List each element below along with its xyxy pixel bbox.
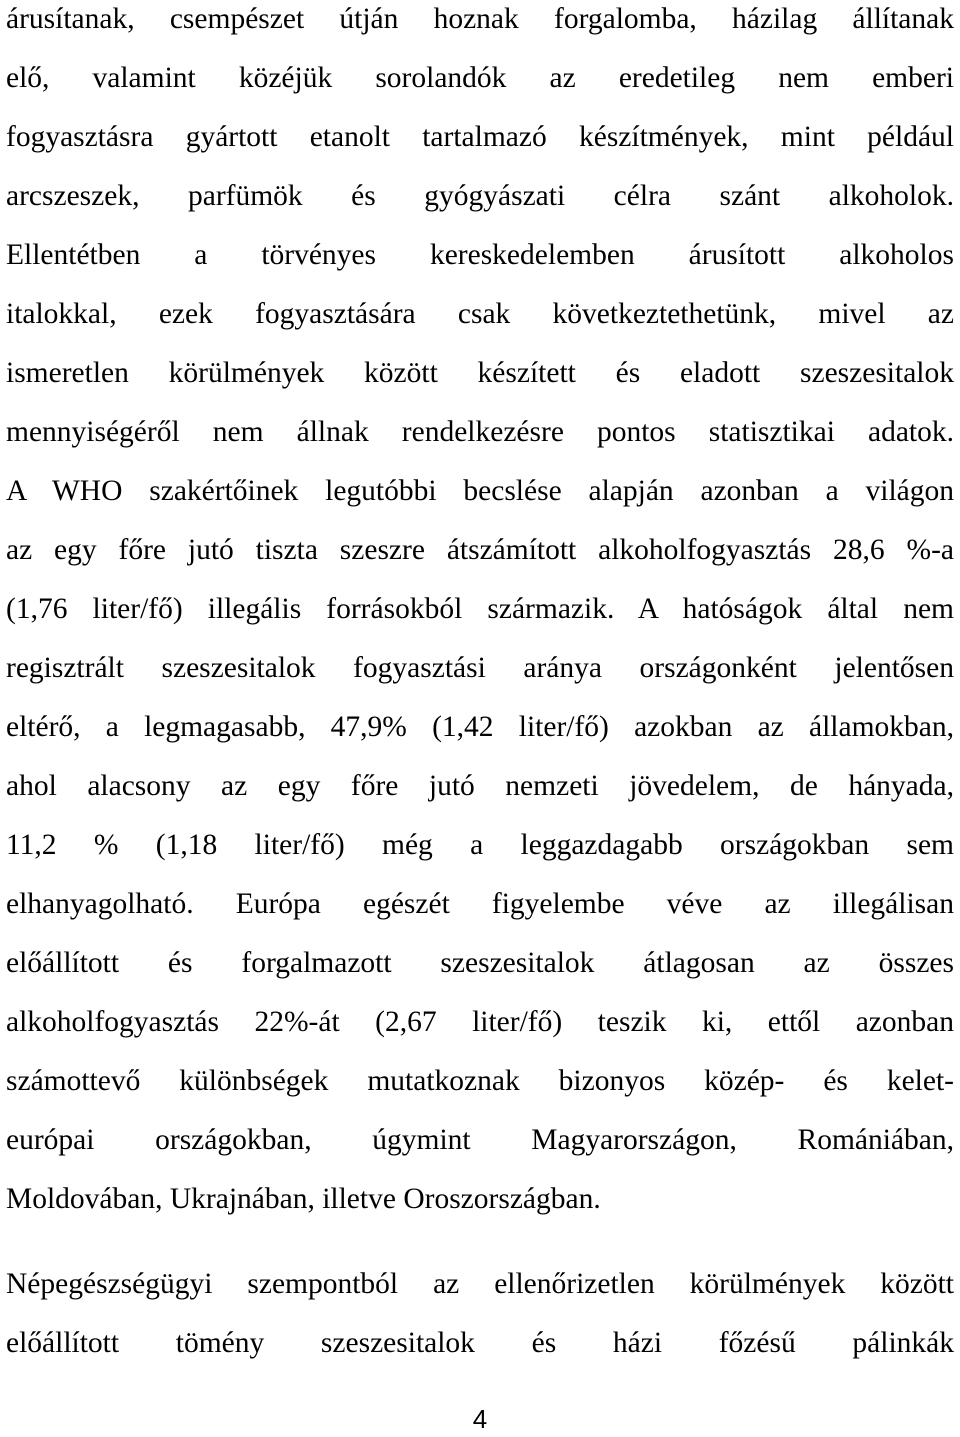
text-line: eltérő, a legmagasabb, 47,9% (1,42 liter/fő) azokban az államokban, [6,711,954,743]
text-line: alkoholfogyasztás 22%-át (2,67 liter/fő) teszik ki, ettől azonban [6,1006,954,1038]
text-line: Népegészségügyi szempontból az ellenőrizetlen körülmények között [6,1268,954,1300]
text-line: elhanyagolható. Európa egészét figyelembe véve az illegálisan [6,888,954,920]
text-line: árusítanak, csempészet útján hoznak forgalomba, házilag állítanak [6,3,954,35]
text-line: számottevő különbségek mutatkoznak bizonyos közép- és kelet- [6,1065,954,1097]
text-line: előállított és forgalmazott szeszesitalok átlagosan az összes [6,947,954,979]
text-line: ahol alacsony az egy főre jutó nemzeti jövedelem, de hányada, [6,770,954,802]
body-paragraph-2 [6,1255,954,1373]
text-line: 11,2 % (1,18 liter/fő) még a leggazdagabb országokban sem [6,829,954,861]
text-line: európai országokban, úgymint Magyarországon, Romániában, [6,1124,954,1156]
text-line: Moldovában, Ukrajnában, illetve Oroszországban. [6,1183,601,1215]
text-line: ismeretlen körülmények között készített és eladott szeszesitalok [6,357,954,389]
body-paragraph-1 [6,0,954,1229]
text-line: Ellentétben a törvényes kereskedelemben árusított alkoholos [6,239,954,271]
text-line: regisztrált szeszesitalok fogyasztási aránya országonként jelentősen [6,652,954,684]
text-line: italokkal, ezek fogyasztására csak következtethetünk, mivel az [6,298,954,330]
text-line: A WHO szakértőinek legutóbbi becslése alapján azonban a világon [6,475,954,507]
text-line: fogyasztásra gyártott etanolt tartalmazó készítmények, mint például [6,121,954,153]
text-line: mennyiségéről nem állnak rendelkezésre pontos statisztikai adatok. [6,416,954,448]
text-line: (1,76 liter/fő) illegális forrásokból származik. A hatóságok által nem [6,593,954,625]
text-line: az egy főre jutó tiszta szeszre átszámított alkoholfogyasztás 28,6 %-a [6,534,954,566]
text-line: arcszeszek, parfümök és gyógyászati célra szánt alkoholok. [6,180,954,212]
page-number: 4 [472,1404,488,1434]
text-line: elő, valamint közéjük sorolandók az eredetileg nem emberi [6,62,954,94]
text-line: előállított tömény szeszesitalok és házi főzésű pálinkák [6,1327,954,1359]
